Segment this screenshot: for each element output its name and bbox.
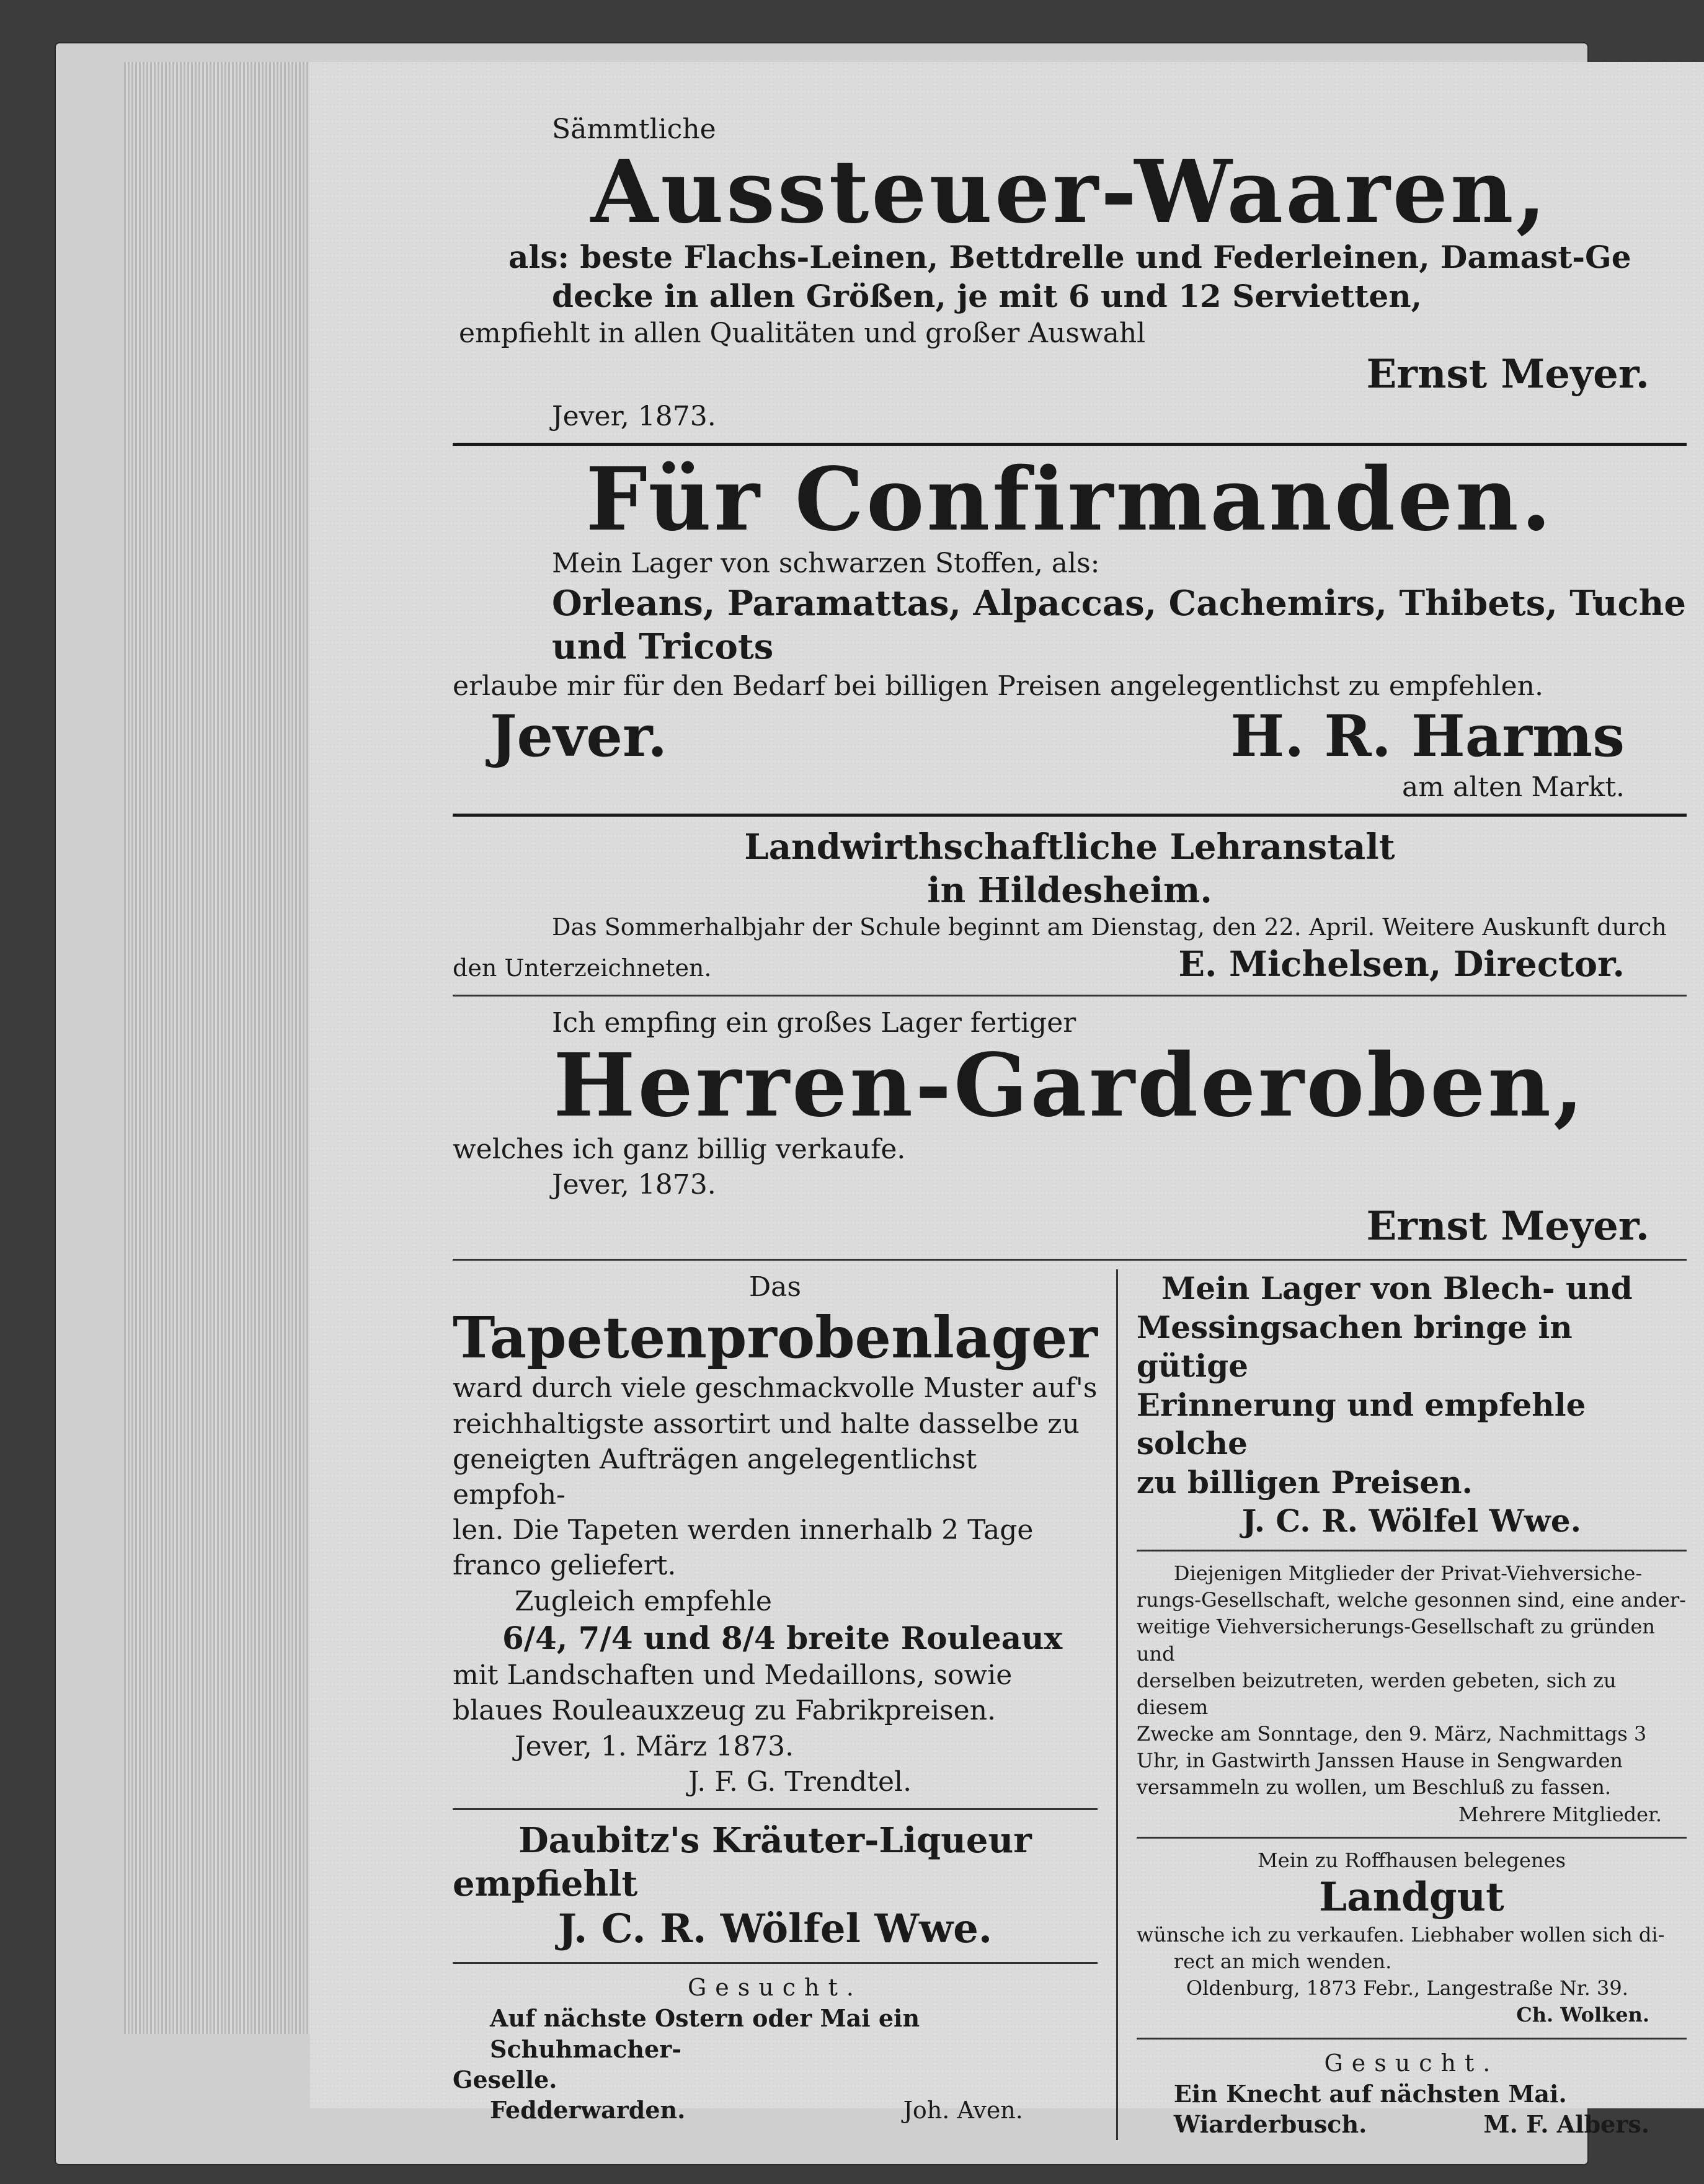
ad-name: M. F. Albers. [1483, 2110, 1649, 2139]
ad-line: rungs-Gesellschaft, welche gesonnen sind, eine ander- [1136, 1588, 1686, 1612]
ad-line: als: beste Flachs-Leinen, Bettdrelle und Federleinen, Damast-Ge [508, 239, 1631, 276]
divider [1137, 1550, 1687, 1551]
ad-intro: Das [748, 1271, 801, 1303]
page-content [453, 112, 1687, 2140]
ad-line: empfiehlt in allen Qualitäten und großer Auswahl [459, 317, 1146, 350]
ad-line: 6/4, 7/4 und 8/4 breite Rouleaux [502, 1619, 1063, 1656]
ad-intro: Mein zu Roffhausen belegenes [1257, 1848, 1566, 1872]
ad-line: geneigten Aufträgen angelegentlichst empfoh- [453, 1443, 977, 1511]
divider [453, 1259, 1687, 1261]
ad-line: reichhaltigste assortirt und halte dasselbe zu [453, 1408, 1080, 1440]
ad-line: Auf nächste Ostern oder Mai ein Schuhmacher- [490, 2004, 920, 2063]
ad-line: wünsche ich zu verkaufen. Liebhaber wollen sich di- [1136, 1922, 1665, 1947]
ad-place-date: Jever, 1. März 1873. [515, 1730, 794, 1762]
ad-lehranstalt [453, 825, 1687, 986]
ad-line: decke in allen Größen, je mit 6 und 12 Servietten, [552, 277, 1422, 314]
ad-line: erlaube mir für den Bedarf bei billigen Preisen angelegentlichst zu empfehlen. [453, 670, 1543, 702]
ad-line: Zwecke am Sonntage, den 9. März, Nachmittags 3 [1136, 1722, 1647, 1746]
ad-line: Erinnerung und empfehle solche [1136, 1386, 1586, 1462]
divider [453, 443, 1687, 446]
two-column-section [453, 1269, 1687, 2139]
ad-seller: H. R. Harms [1230, 702, 1625, 770]
ad-line: welches ich ganz billig verkaufe. [453, 1134, 906, 1166]
ad-garderoben [453, 1005, 1687, 1250]
ad-line: ward durch viele geschmackvolle Muster auf's [453, 1372, 1098, 1405]
ad-seller: Ernst Meyer. [1366, 1202, 1649, 1250]
ad-place-date: Jever, 1873. [552, 401, 716, 433]
ad-place: Wiarderbusch. [1173, 2110, 1367, 2139]
left-column [453, 1269, 1116, 2139]
ad-seller: Ernst Meyer. [1366, 351, 1649, 398]
ad-line: derselben beizutreten, werden gebeten, sich zu diesem [1136, 1668, 1617, 1719]
ad-signer: E. Michelsen, Director. [1178, 944, 1625, 985]
right-column [1116, 1269, 1687, 2139]
ad-line: Orleans, Paramattas, Alpaccas, Cachemirs, Thibets, Tuche [552, 582, 1686, 624]
ad-seller: J. F. G. Trendtel. [688, 1765, 912, 1798]
ad-place: Fedderwarden. [490, 2096, 686, 2124]
ad-line: und Tricots [552, 626, 774, 667]
ad-line: Mein Lager von schwarzen Stoffen, als: [552, 548, 1100, 580]
divider [453, 995, 1687, 997]
divider [1137, 2038, 1687, 2040]
ad-landgut [1137, 1847, 1687, 2029]
ad-line: mit Landschaften und Medaillons, sowie [453, 1659, 1013, 1692]
ad-footer [453, 943, 1687, 986]
ad-confirmanden [453, 449, 1687, 804]
ad-headline: Tapetenprobenlager [453, 1303, 1098, 1371]
ad-line: rect an mich wenden. [1173, 1950, 1392, 1974]
newspaper-page [310, 62, 1704, 2139]
ad-line: empfiehlt [453, 1863, 638, 1905]
ad-footer [453, 2095, 1098, 2126]
divider [453, 1808, 1098, 1810]
ad-line: Das Sommerhalbjahr der Schule beginnt am Dienstag, den 22. April. Weitere Auskunft durch [552, 913, 1667, 941]
ad-line: Ein Knecht auf nächsten Mai. [1173, 2079, 1567, 2108]
ad-line: Messingsachen bringe in gütige [1136, 1308, 1573, 1385]
ad-line: Diejenigen Mitglieder der Privat-Viehversiche- [1173, 1561, 1643, 1585]
ad-line: len. Die Tapeten werden innerhalb 2 Tage [453, 1514, 1034, 1547]
ad-headline: Für Confirmanden. [585, 449, 1554, 551]
ad-seller: J. C. R. Wölfel Wwe. [1241, 1503, 1582, 1540]
ad-title: Landwirthschaftliche Lehranstalt [744, 826, 1395, 868]
ad-line: franco geliefert. [453, 1550, 677, 1582]
ad-line: blaues Rouleauxzeug zu Fabrikpreisen. [453, 1695, 996, 1727]
ad-line: Uhr, in Gastwirth Janssen Hause in Sengwarden [1136, 1749, 1623, 1773]
ad-line: Mein Lager von Blech- und [1161, 1270, 1633, 1307]
ad-line: Zugleich empfehle [515, 1585, 772, 1617]
ad-seller-address: am alten Markt. [1402, 771, 1625, 803]
ad-line: versammeln zu wollen, um Beschluß zu fassen. [1136, 1775, 1612, 1800]
ad-line: Geselle. [453, 2065, 557, 2093]
ad-place: Jever. [490, 702, 668, 770]
ad-intro: Sämmtliche [552, 113, 716, 145]
ad-tapeten [453, 1269, 1098, 1800]
ad-seller: J. C. R. Wölfel Wwe. [557, 1906, 993, 1953]
ad-headline: Landgut [1319, 1874, 1504, 1921]
divider [1137, 1837, 1687, 1839]
ad-intro: Ich empfing ein großes Lager fertiger [552, 1007, 1076, 1039]
ad-footer [453, 704, 1687, 770]
divider [453, 814, 1687, 817]
ad-title: in Hildesheim. [927, 869, 1212, 911]
ad-footer [1137, 2109, 1687, 2139]
page-edges [124, 62, 313, 2034]
ad-signer: Mehrere Mitglieder. [1458, 1802, 1662, 1826]
ad-line: weitige Viehversicherungs-Gesellschaft zu gründen und [1136, 1615, 1656, 1666]
ad-title: Gesucht. [1324, 2049, 1499, 2077]
ad-line: zu billigen Preisen. [1136, 1463, 1473, 1501]
ad-blech [1137, 1269, 1687, 1541]
ad-headline: Aussteuer-Waaren, [590, 141, 1549, 244]
ad-name: Joh. Aven. [903, 2097, 1023, 2124]
ad-headline: Herren-Garderoben, [553, 1035, 1586, 1137]
ad-place-date: Jever, 1873. [552, 1169, 716, 1201]
ad-gesucht-left [453, 1973, 1098, 2126]
ad-liqueur [453, 1819, 1098, 1953]
ad-place-date: Oldenburg, 1873 Febr., Langestraße Nr. 39. [1186, 1976, 1628, 2000]
ad-title: Daubitz's Kräuter-Liqueur [518, 1820, 1032, 1862]
ad-line: den Unterzeichneten. [453, 954, 712, 982]
ad-versicherung [1137, 1560, 1687, 1828]
ad-title: Gesucht. [687, 1973, 863, 2001]
ad-aussteuer [453, 112, 1687, 434]
ad-gesucht-right [1137, 2048, 1687, 2140]
divider [453, 1962, 1098, 1964]
ad-seller: Ch. Wolken. [1516, 2003, 1649, 2027]
